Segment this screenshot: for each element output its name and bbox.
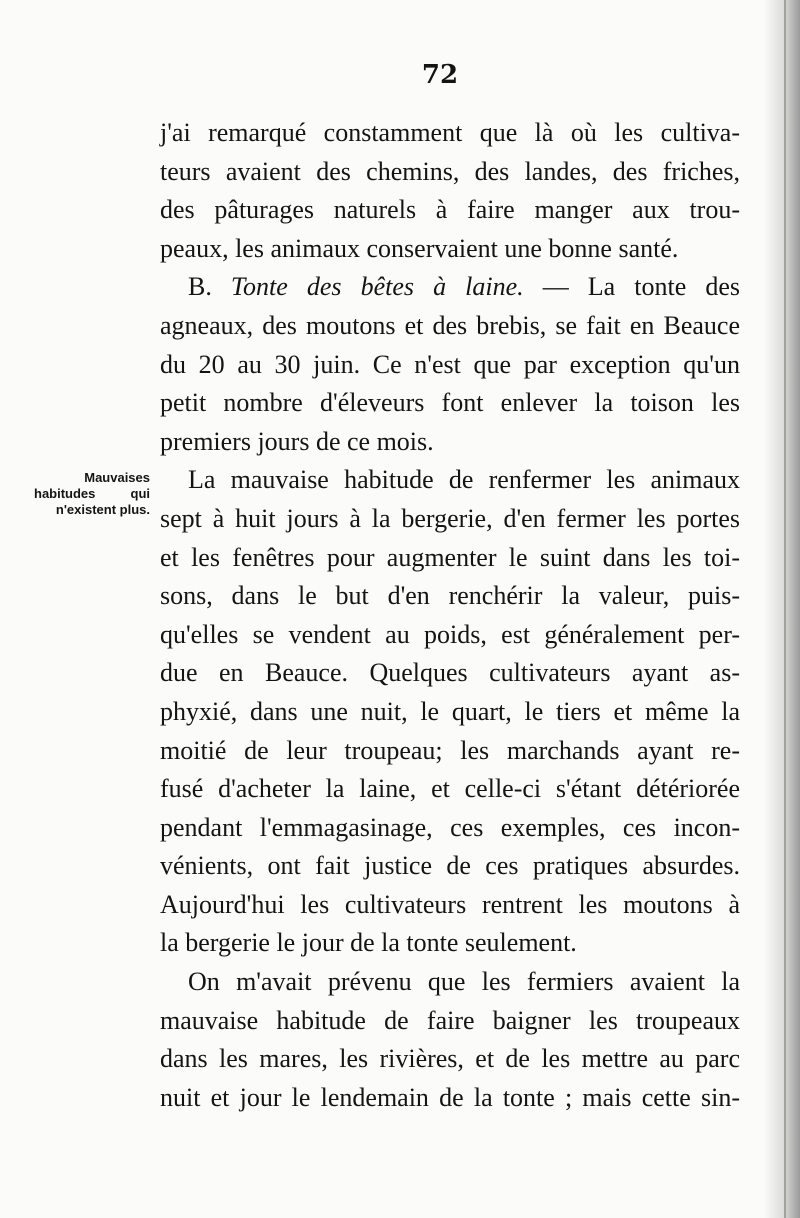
text-line: phyxié, dans une nuit, le quart, le tiers et même la [160,696,740,726]
section-title: Tonte des bêtes à laine. [230,272,524,302]
text-line: mauvaise habitude de faire baigner les troupeaux [160,1005,740,1035]
text-line: et les fenêtres pour augmenter le suint dans les toi- [160,542,740,572]
text-line: agneaux, des moutons et des brebis, se fait en Beauce [160,310,740,340]
margin-note [34,470,150,518]
text-line: nuit et jour le lendemain de la tonte ; mais cette sin- [160,1082,740,1112]
text-line: la bergerie le jour de la tonte seulement. [160,928,577,958]
section-heading-line [160,268,740,307]
text-line: moitié de leur troupeau; les marchands ayant re- [160,735,740,765]
text-line: La mauvaise habitude de renfermer les animaux [188,465,740,495]
text-line: qu'elles se vendent au poids, est généralement per- [160,619,740,649]
section-label: B. [188,272,212,302]
text-line: du 20 au 30 juin. Ce n'est que par exception qu'un [160,349,740,379]
text-line: teurs avaient des chemins, des landes, des friches, [160,156,740,186]
text-line: petit nombre d'éleveurs font enlever la toison les [160,388,740,418]
text-line: peaux, les animaux conservaient une bonne santé. [160,233,679,263]
text-line: j'ai remarqué constamment que là où les cultiva- [160,118,740,147]
margin-note-line: n'existent plus. [55,502,150,517]
text-line: fusé d'acheter la laine, et celle-ci s'étant détériorée [160,774,740,804]
text-line: des pâturages naturels à faire manger aux trou- [160,195,740,225]
text-line: due en Beauce. Quelques cultivateurs ayant as- [160,658,740,688]
page-binding-edge [784,0,786,1218]
body-text [160,114,740,1117]
text-line: pendant l'emmagasinage, ces exemples, ces incon- [160,812,740,842]
margin-note-line: habitudes qui [34,486,150,501]
text-line: Aujourd'hui les cultivateurs rentrent les moutons à [160,889,740,919]
text-line: On m'avait prévenu que les fermiers avaient la [188,967,740,997]
section-dash: — [542,272,569,302]
page-number: 72 [421,60,459,90]
section-heading-rest: La tonte des [587,272,740,302]
text-line: premiers jours de ce mois. [160,426,434,456]
text-line: vénients, ont fait justice de ces pratiques absurdes. [160,851,740,881]
margin-note-line: Mauvaises [84,470,150,485]
page-edge-shadow [764,0,800,1218]
text-line: sept à huit jours à la bergerie, d'en fermer les portes [160,503,740,533]
text-line: sons, dans le but d'en renchérir la valeur, puis- [160,581,740,611]
text-line: dans les mares, les rivières, et de les mettre au parc [160,1044,740,1074]
